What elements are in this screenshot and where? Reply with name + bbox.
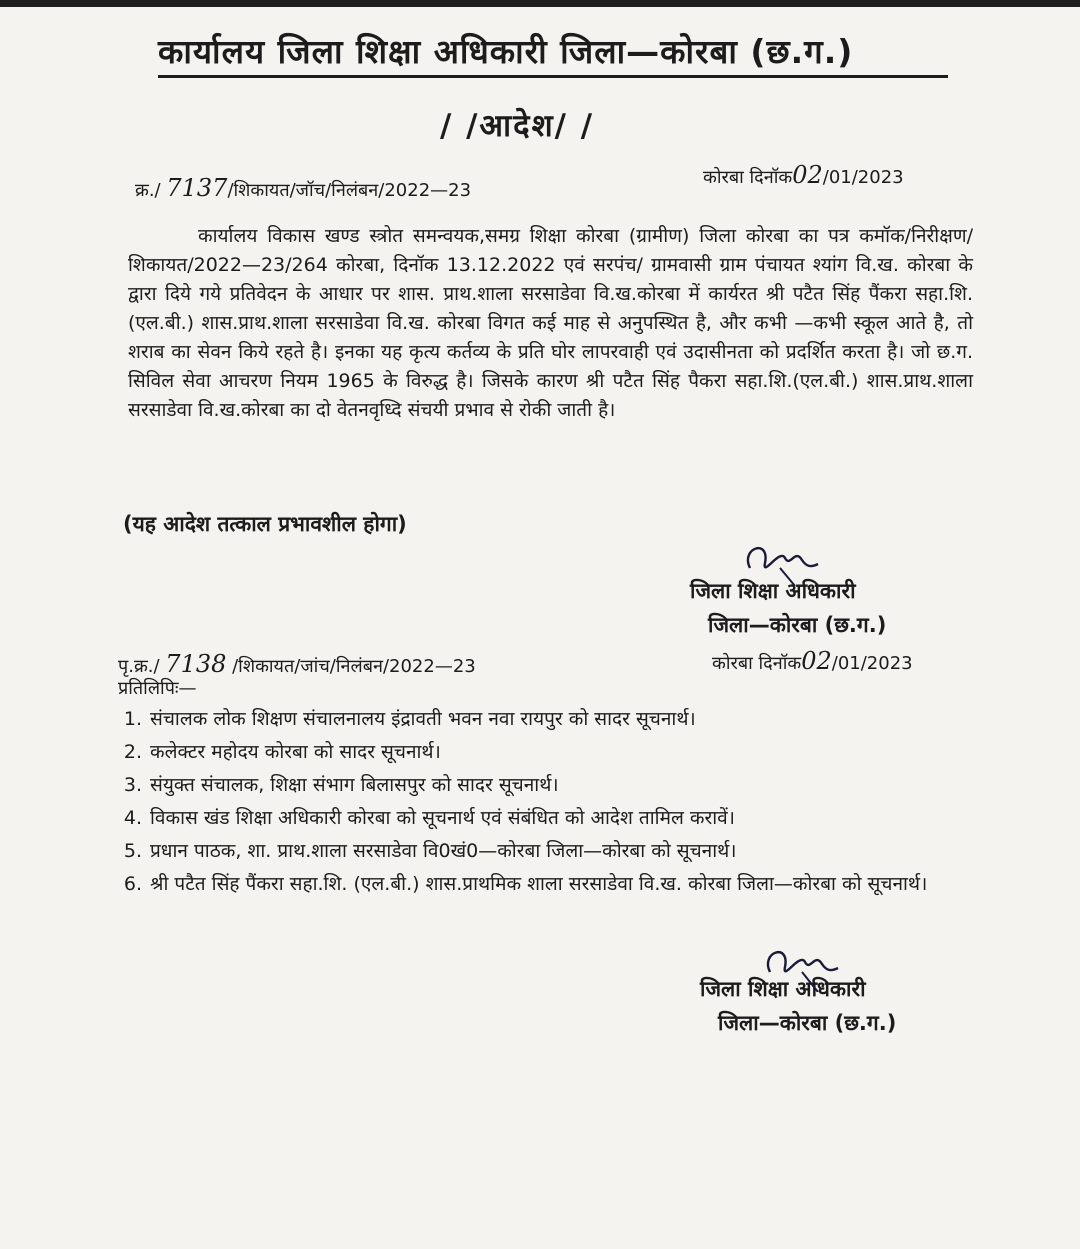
date2-rest: /01/2023 <box>831 653 913 674</box>
copy-item-text: श्री पटैत सिंह पैंकरा सहा.शि. (एल.बी.) शास.प्राथमिक शाला सरसाडेवा वि.ख. कोरबा जिला—कोरबा को सूचनार्थ। <box>150 873 928 895</box>
copy-item <box>108 769 988 802</box>
order-body-text: कार्यालय विकास खण्ड स्त्रोत समन्वयक,समग्र शिक्षा कोरबा (ग्रामीण) जिला कोरबा का पत्र कमॉक/निरीक्षण/शिकायत/2022—23/264 कोरबा, दिनॉक 13.12.2022 एवं सरपंच/ ग्रामवासी ग्राम पंचायत श्यांग वि.ख. कोरबा के द्वारा दिये गये प्रतिवेदन के आधार पर शास. प्राथ.शाला सरसाडेवा वि.ख.कोरबा में कार्यरत श्री पटैत सिंह पैंकरा सहा.शि. (एल.बी.) शास.प्राथ.शाला सरसाडेवा वि.ख. कोरबा विगत कई माह से अनुपस्थित है, और कभी —कभी स्कूल आते है, तो शराब का सेवन किये रहते है। इनका यह कृत्य कर्तव्य के प्रति घोर लापरवाही एवं उदासीनता को प्रदर्शित करता है। जो छ.ग. सिविल सेवा आचरण नियम 1965 के विरुद्ध है। जिसके कारण श्री पटैत सिंह पैकरा सहा.शि.(एल.बी.) शास.प्राथ.शाला सरसाडेवा वि.ख.कोरबा का दो वेतनवृध्दि संचयी प्रभाव से रोकी जाती है। <box>128 225 973 421</box>
ref2-number-handwritten: 7138 <box>165 650 227 678</box>
order-reference <box>135 174 471 202</box>
signature-2-designation: जिला शिक्षा अधिकारी <box>700 977 866 1001</box>
signature-scribble-2 <box>760 942 850 992</box>
copy-item <box>108 736 988 769</box>
copy-item <box>108 868 988 901</box>
copy-item-number: 5. <box>123 840 142 862</box>
signature-block-1 <box>690 574 886 642</box>
copy-item-text: कलेक्टर महोदय कोरबा को सादर सूचनार्थ। <box>150 741 441 763</box>
date2-day-handwritten: 02 <box>801 647 832 675</box>
ref-suffix: /शिकायत/जॉच/निलंबन/2022—23 <box>227 180 472 201</box>
copy-list <box>108 703 988 901</box>
order-date <box>703 161 904 189</box>
signature-2-district: जिला—कोरबा (छ.ग.) <box>718 1011 897 1035</box>
effect-note: (यह आदेश तत्काल प्रभावशील होगा) <box>123 512 407 536</box>
copy-item <box>108 835 988 868</box>
copy-item-text: संयुक्त संचालक, शिक्षा संभाग बिलासपुर को सादर सूचनार्थ। <box>150 774 559 796</box>
date-prefix: कोरबा दिनॉक <box>703 167 793 188</box>
ref2-prefix: पृ.क्र./ <box>118 656 160 677</box>
signature-1-district: जिला—कोरबा (छ.ग.) <box>708 613 887 637</box>
copy-item <box>108 802 988 835</box>
date-day-handwritten: 02 <box>792 161 823 189</box>
copy-item-number: 4. <box>123 807 142 829</box>
signature-block-2 <box>700 972 896 1040</box>
date2-prefix: कोरबा दिनॉक <box>712 653 802 674</box>
ref-number-handwritten: 7137 <box>166 174 228 202</box>
copy-item-number: 2. <box>123 741 142 763</box>
ref-prefix: क्र./ <box>135 180 161 201</box>
copy-item-text: संचालक लोक शिक्षण संचालनालय इंद्रावती भवन नवा रायपुर को सादर सूचनार्थ। <box>150 708 696 730</box>
signature-1-designation: जिला शिक्षा अधिकारी <box>690 579 856 603</box>
order-heading: / /आदेश/ / <box>440 108 595 144</box>
copy-item-number: 3. <box>123 774 142 796</box>
copy-item <box>108 703 988 736</box>
copy-item-text: प्रधान पाठक, शा. प्राथ.शाला सरसाडेवा वि0खं0—कोरबा जिला—कोरबा को सूचनार्थ। <box>150 840 737 862</box>
copy-item-number: 6. <box>123 873 142 895</box>
copy-date <box>712 647 913 675</box>
signature-scribble-1 <box>740 538 830 588</box>
copy-label: प्रतिलिपिः— <box>118 678 197 699</box>
office-title: कार्यालय जिला शिक्षा अधिकारी जिला—कोरबा (छ.ग.) <box>158 28 948 78</box>
ref2-suffix: /शिकायत/जांच/निलंबन/2022—23 <box>232 656 476 677</box>
copy-item-text: विकास खंड शिक्षा अधिकारी कोरबा को सूचनार्थ एवं संबंधित को आदेश तामिल करावें। <box>150 807 735 829</box>
date-rest: /01/2023 <box>822 167 904 188</box>
copy-item-number: 1. <box>123 708 142 730</box>
order-body <box>128 222 973 425</box>
copy-reference <box>118 650 476 678</box>
